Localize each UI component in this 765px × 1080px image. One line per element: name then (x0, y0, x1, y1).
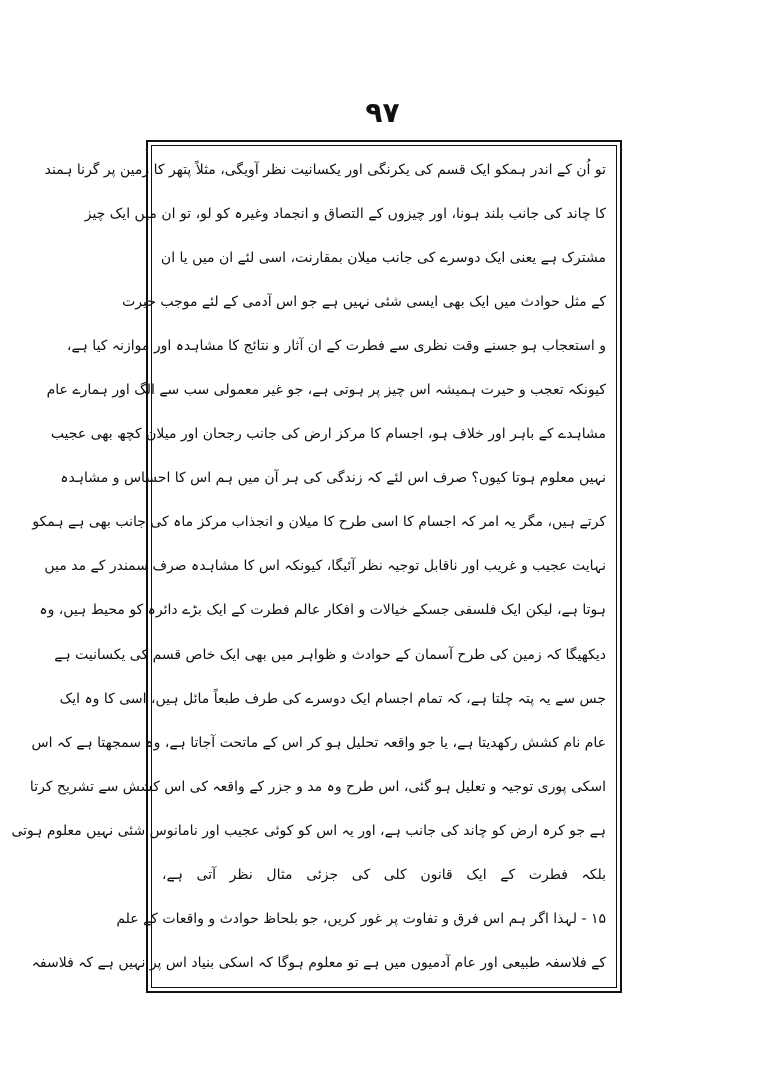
text-line: نہیں معلوم ہوتا کیوں؟ صرف اس لئے کہ زندگی کی ہر آن میں ہم اس کا احساس و مشاہدہ (60, 470, 606, 487)
text-line: جس سے یہ پتہ چلتا ہے، کہ تمام اجسام ایک دوسرے کی طرف طبعاً مائل ہیں، اسی کا وہ ایک (59, 690, 606, 707)
text-line: مشترک ہے یعنی ایک دوسرے کی جانب میلان بمقارنت، اسی لئے ان میں یا ان (160, 250, 606, 267)
text-line: کیونکہ تعجب و حیرت ہمیشہ اس چیز پر ہوتی ہے، جو غیر معمولی سب سے الگ اور ہمارے عام (46, 382, 606, 399)
text-line: کرتے ہیں، مگر یہ امر کہ اجسام کا اسی طرح کا میلان و انجذاب مرکز ماہ کی جانب بھی ہے ہمکو (32, 514, 606, 531)
text-line: بلکہ فطرت کے ایک قانون کلی کی جزئی مثال نظر آتی ہے، (162, 866, 606, 883)
text-line: دیکھیگا کہ زمین کی طرح آسمان کے حوادث و ظواہر میں بھی ایک خاص قسم کی یکسانیت ہے (54, 646, 606, 663)
text-line: کا چاند کی جانب بلند ہونا، اور چیزوں کے التصاق و انجماد وغیرہ کو لو، تو ان میں ایک چیز (84, 206, 606, 223)
page-border-inner (11, 145, 617, 988)
text-line: ہے جو کرہ ارض کو چاند کی جانب ہے، اور یہ اس کو کوئی عجیب اور نامانوس شئی نہیں معلوم ہوتی (11, 822, 606, 839)
text-line: عام نام کشش رکھدیتا ہے، یا جو واقعہ تحلیل ہو کر اس کے ماتحت آجاتا ہے، وہ سمجھتا ہے کہ اس (31, 734, 606, 751)
page-border-outer (11, 140, 622, 993)
body-text (11, 158, 606, 975)
text-line: ہوتا ہے، لیکن ایک فلسفی جسکے خیالات و افکار عالم فطرت کے ایک بڑے دائرہ کو محیط ہیں، وہ (39, 602, 606, 619)
text-line: اسکی پوری توجیہ و تعلیل ہو گئی، اس طرح وہ مد و جزر کے واقعہ کی اس کشش سے تشریح کرتا (29, 778, 606, 795)
text-line: کے مثل حوادث میں ایک بھی ایسی شئی نہیں ہے جو اس آدمی کے لئے موجب حیرت (122, 294, 606, 311)
page-number: ۹۷ (365, 96, 400, 129)
text-line: ۱۵ - لہذا اگر ہم اس فرق و تفاوت پر غور کریں، جو بلحاظ حوادث و واقعات کے علم (116, 910, 606, 927)
text-line: نہایت عجیب و غریب اور ناقابل توجیہ نظر آئیگا، کیونکہ اس کا مشاہدہ صرف سمندر کے مد میں (44, 558, 606, 575)
text-line: تو اُن کے اندر ہمکو ایک قسم کی یکرنگی اور یکسانیت نظر آویگی، مثلاً پتھر کا زمین پر گرنا ہمند (44, 162, 606, 178)
text-line: مشاہدے کے باہر اور خلاف ہو، اجسام کا مرکز ارض کی جانب رجحان اور میلان کچھ بھی عجیب (50, 426, 606, 443)
text-line: و استعجاب ہو جسنے وقت نظری سے فطرت کے ان آثار و نتائج کا مشاہدہ اور موازنہ کیا ہے، (66, 338, 606, 355)
text-line: کے فلاسفہ طبیعی اور عام آدمیوں میں ہے تو معلوم ہوگا کہ اسکی بنیاد اس پر نہیں ہے کہ فلاسفہ (31, 954, 606, 971)
